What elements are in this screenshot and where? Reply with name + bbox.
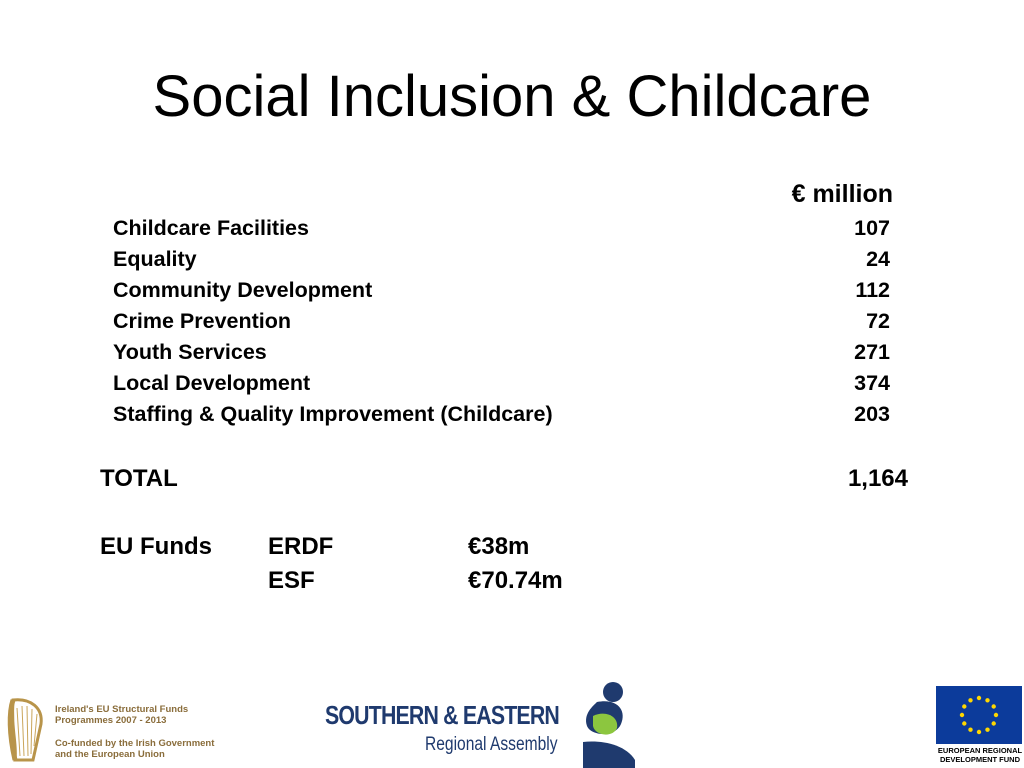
fund-amount: €38m (468, 533, 530, 560)
eu-funds-row (100, 565, 563, 597)
list-item (113, 368, 893, 399)
total-label: TOTAL (100, 465, 178, 492)
item-value: 203 (854, 402, 890, 426)
item-label: Local Development (113, 371, 311, 395)
item-value: 374 (854, 371, 890, 395)
item-label: Staffing & Quality Improvement (Childcare) (113, 402, 553, 426)
list-item (113, 306, 893, 337)
item-value: 24 (866, 247, 890, 271)
assembly-emblem-icon (583, 680, 635, 768)
regional-assembly-logo (325, 680, 635, 768)
cofunded-text: Co-funded by the Irish Government and the European Union (55, 738, 215, 760)
total-value: 1,164 (847, 465, 908, 492)
structural-funds-text: Ireland's EU Structural Funds Programmes 2007 - 2013 (55, 704, 189, 726)
fund-amount: €70.74m (468, 567, 563, 594)
structural-funds-logo (0, 688, 240, 768)
item-label: Community Development (113, 278, 373, 302)
item-label: Youth Services (113, 340, 267, 364)
eu-funds-row (100, 531, 529, 563)
eu-funds-label-spacer (100, 565, 268, 597)
fund-name: ESF (268, 567, 315, 594)
list-item (113, 337, 893, 368)
total-row (100, 463, 908, 495)
assembly-subtitle: Regional Assembly (425, 734, 558, 755)
item-value: 112 (855, 278, 890, 302)
item-label: Equality (113, 247, 197, 271)
list-item (113, 244, 893, 275)
item-label: Childcare Facilities (113, 216, 309, 240)
eu-flag-icon (936, 686, 1022, 744)
budget-items (113, 213, 893, 430)
unit-header: € million (791, 180, 893, 208)
item-value: 72 (866, 309, 890, 333)
list-item (113, 275, 893, 306)
slide-title: Social Inclusion & Childcare (152, 64, 872, 129)
list-item (113, 213, 893, 244)
erdf-text: EUROPEAN REGIONAL DEVELOPMENT FUND (937, 746, 1023, 764)
item-value: 107 (854, 216, 890, 240)
assembly-title: SOUTHERN & EASTERN (325, 700, 559, 730)
item-label: Crime Prevention (113, 309, 292, 333)
item-value: 271 (854, 340, 890, 364)
fund-name: ERDF (268, 533, 334, 560)
harp-icon (3, 694, 47, 766)
erdf-logo (936, 686, 1024, 768)
list-item (113, 399, 893, 430)
eu-funds-label: EU Funds (100, 533, 212, 560)
